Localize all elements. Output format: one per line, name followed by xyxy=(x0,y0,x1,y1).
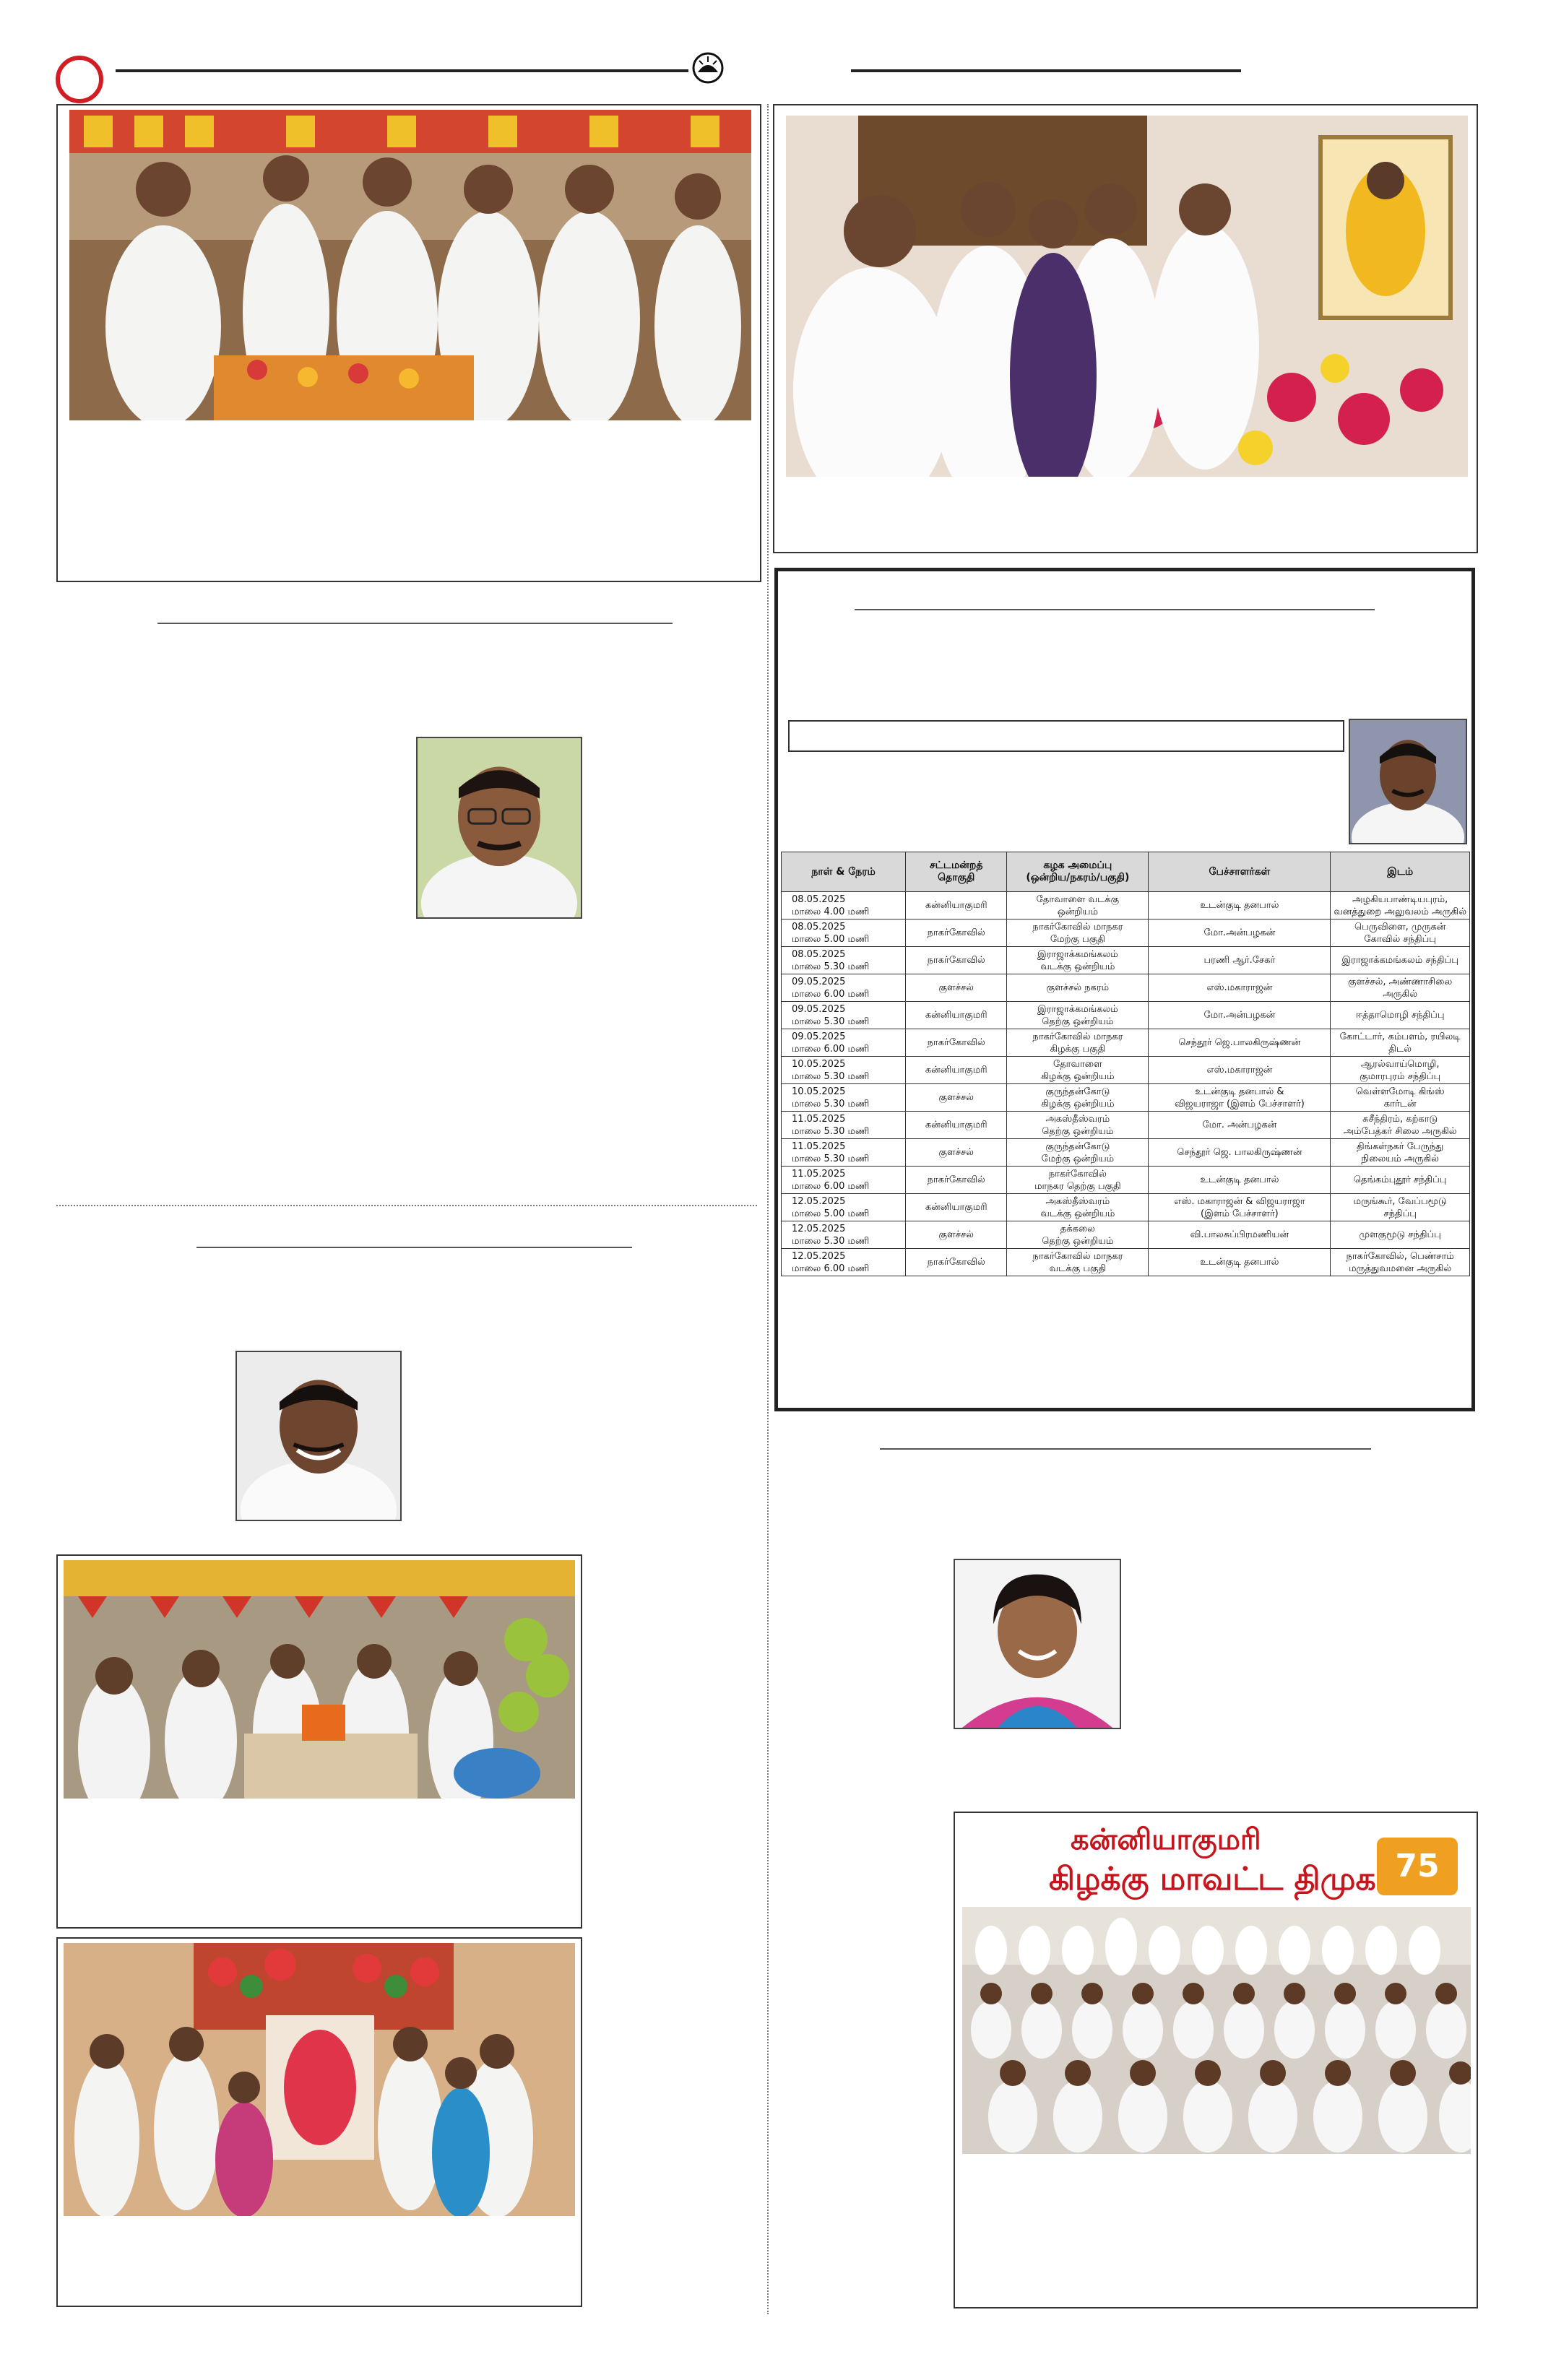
cell-date-time: 10.05.2025 மாலை 5.30 மணி xyxy=(782,1084,906,1112)
col-org-unit: கழக அமைப்பு (ஒன்றிய/நகரம்/பகுதி) xyxy=(1007,852,1149,892)
cell-constituency: நாகர்கோவில் xyxy=(906,919,1007,947)
schedule-subheading-bar xyxy=(788,720,1344,752)
cell-org-unit: குருந்தன்கோடு கிழக்கு ஒன்றியம் xyxy=(1007,1084,1149,1112)
cell-constituency: கன்னியாகுமரி xyxy=(906,1057,1007,1084)
masthead-rule-right xyxy=(851,69,1241,72)
schedule-row xyxy=(782,1221,1470,1249)
cell-date-time: 11.05.2025 மாலை 5.30 மணி xyxy=(782,1139,906,1167)
cell-date-time: 09.05.2025 மாலை 5.30 மணி xyxy=(782,1002,906,1029)
photo-crowd-seated xyxy=(962,1907,1471,2154)
schedule-table-wrap xyxy=(781,852,1470,1276)
cell-org-unit: நாகர்கோவில் மாநகர மேற்கு பகுதி xyxy=(1007,919,1149,947)
col-venue: இடம் xyxy=(1331,852,1470,892)
cell-venue: பெருவிளை, முருகன் கோவில் சந்திப்பு xyxy=(1331,919,1470,947)
schedule-row xyxy=(782,1057,1470,1084)
photo-frame-portrait-tribute xyxy=(773,104,1478,553)
schedule-row xyxy=(782,974,1470,1002)
photo-frame-district-meeting xyxy=(954,1812,1478,2308)
photo-drink-stall xyxy=(64,1560,575,1799)
cell-venue: மருங்கூர், வேப்பமூடு சந்திப்பு xyxy=(1331,1194,1470,1221)
cell-org-unit: நாகர்கோவில் மாநகர தெற்கு பகுதி xyxy=(1007,1167,1149,1194)
cell-venue: குளச்சல், அண்ணாசிலை அருகில் xyxy=(1331,974,1470,1002)
cell-constituency: நாகர்கோவில் xyxy=(906,1249,1007,1276)
cell-venue: திங்கள்நகர் பேருந்து நிலையம் அருகில் xyxy=(1331,1139,1470,1167)
photo-fruit-distribution xyxy=(69,110,751,420)
cell-org-unit: குளச்சல் நகரம் xyxy=(1007,974,1149,1002)
cell-venue: இராஜாக்கமங்கலம் சந்திப்பு xyxy=(1331,947,1470,974)
photo-frame-memorial-tribute xyxy=(56,1937,582,2307)
cell-date-time: 11.05.2025 மாலை 5.30 மணி xyxy=(782,1112,906,1139)
cell-org-unit: தோவாளை கிழக்கு ஒன்றியம் xyxy=(1007,1057,1149,1084)
schedule-row xyxy=(782,919,1470,947)
schedule-row xyxy=(782,1194,1470,1221)
portrait-district-secretary xyxy=(1349,719,1467,844)
schedule-row xyxy=(782,1029,1470,1057)
cell-speakers: செந்தூர் ஜெ. பாலகிருஷ்ணன் xyxy=(1149,1139,1331,1167)
masthead-circle-logo xyxy=(56,56,103,103)
cell-org-unit: இராஜாக்கமங்கலம் தெற்கு ஒன்றியம் xyxy=(1007,1002,1149,1029)
portrait-woman xyxy=(954,1559,1121,1729)
cell-org-unit: அகஸ்தீஸ்வரம் வடக்கு ஒன்றியம் xyxy=(1007,1194,1149,1221)
cell-speakers: மோ. அன்பழகன் xyxy=(1149,1112,1331,1139)
banner-strip xyxy=(962,1820,1471,1907)
col-constituency: சட்டமன்றத் தொகுதி xyxy=(906,852,1007,892)
banner-title-line2: கிழக்கு மாவட்ட திமுக xyxy=(1049,1861,1376,1897)
cell-speakers: வி.பாலசுப்பிரமணியன் xyxy=(1149,1221,1331,1249)
rising-sun-logo-icon xyxy=(692,52,724,84)
cell-date-time: 09.05.2025 மாலை 6.00 மணி xyxy=(782,1029,906,1057)
cell-constituency: கன்னியாகுமரி xyxy=(906,892,1007,919)
cell-date-time: 12.05.2025 மாலை 5.00 மணி xyxy=(782,1194,906,1221)
photo-district-meeting xyxy=(962,1820,1471,2154)
schedule-headline-rule xyxy=(855,609,1375,610)
schedule-row xyxy=(782,1002,1470,1029)
cell-org-unit: தக்கலை தெற்கு ஒன்றியம் xyxy=(1007,1221,1149,1249)
cell-venue: தெங்கம்புதூர் சந்திப்பு xyxy=(1331,1167,1470,1194)
col-date-time: நாள் & நேரம் xyxy=(782,852,906,892)
schedule-header-row xyxy=(782,852,1470,892)
photo-frame-fruit-distribution xyxy=(56,104,761,582)
cell-org-unit: தோவாளை வடக்கு ஒன்றியம் xyxy=(1007,892,1149,919)
cell-venue: ஆரல்வாய்மொழி, குமாரபுரம் சந்திப்பு xyxy=(1331,1057,1470,1084)
schedule-row xyxy=(782,1167,1470,1194)
schedule-row xyxy=(782,947,1470,974)
cell-speakers: எஸ்.மகாராஜன் xyxy=(1149,974,1331,1002)
cell-org-unit: அகஸ்தீஸ்வரம் தெற்கு ஒன்றியம் xyxy=(1007,1112,1149,1139)
cell-org-unit: நாகர்கோவில் மாநகர வடக்கு பகுதி xyxy=(1007,1249,1149,1276)
cell-venue: சுசீந்திரம், கற்காடு அம்பேத்கர் சிலை அருகில் xyxy=(1331,1112,1470,1139)
cell-venue: நாகர்கோவில், பெண்சாம் மருத்துவமனை அருகில் xyxy=(1331,1249,1470,1276)
schedule-row xyxy=(782,1112,1470,1139)
cell-speakers: உடன்குடி தனபால் & விஜயராஜா (இளம் பேச்சாளர்) xyxy=(1149,1084,1331,1112)
cell-speakers: செந்தூர் ஜெ.பாலகிருஷ்ணன் xyxy=(1149,1029,1331,1057)
cell-venue: அழகியபாண்டியபுரம், வனத்துறை அலுவலம் அருகில் xyxy=(1331,892,1470,919)
schedule-table xyxy=(781,852,1470,1276)
cell-speakers: எஸ்.மகாராஜன் xyxy=(1149,1057,1331,1084)
cell-date-time: 08.05.2025 மாலை 5.30 மணி xyxy=(782,947,906,974)
cell-date-time: 10.05.2025 மாலை 5.30 மணி xyxy=(782,1057,906,1084)
cell-constituency: நாகர்கோவில் xyxy=(906,1029,1007,1057)
cell-date-time: 08.05.2025 மாலை 5.00 மணி xyxy=(782,919,906,947)
cell-speakers: பரணி ஆர்.சேகர் xyxy=(1149,947,1331,974)
schedule-box xyxy=(774,568,1475,1411)
masthead-rule-left xyxy=(116,69,688,72)
banner-title-line1: கன்னியாகுமரி xyxy=(1071,1823,1261,1856)
col-speakers: பேச்சாளர்கள் xyxy=(1149,852,1331,892)
headline-rule-3 xyxy=(880,1448,1371,1450)
cell-org-unit: இராஜாக்கமங்கலம் வடக்கு ஒன்றியம் xyxy=(1007,947,1149,974)
cell-constituency: குளச்சல் xyxy=(906,1084,1007,1112)
cell-constituency: கன்னியாகுமரி xyxy=(906,1112,1007,1139)
cell-speakers: மோ.அன்பழகன் xyxy=(1149,1002,1331,1029)
cell-speakers: உடன்குடி தனபால் xyxy=(1149,892,1331,919)
portrait-man-glasses xyxy=(416,737,582,919)
cell-constituency: குளச்சல் xyxy=(906,1221,1007,1249)
cell-venue: ஈத்தாமொழி சந்திப்பு xyxy=(1331,1002,1470,1029)
cell-speakers: மோ.அன்பழகன் xyxy=(1149,919,1331,947)
cell-org-unit: குருந்தன்கோடு மேற்கு ஒன்றியம் xyxy=(1007,1139,1149,1167)
banner-anniversary-badge: 75 xyxy=(1377,1838,1458,1895)
cell-date-time: 12.05.2025 மாலை 5.30 மணி xyxy=(782,1221,906,1249)
cell-date-time: 11.05.2025 மாலை 6.00 மணி xyxy=(782,1167,906,1194)
cell-constituency: குளச்சல் xyxy=(906,974,1007,1002)
headline-rule-1 xyxy=(157,623,673,624)
schedule-row xyxy=(782,892,1470,919)
portrait-man-smiling xyxy=(235,1351,402,1521)
cell-constituency: நாகர்கோவில் xyxy=(906,947,1007,974)
photo-memorial-tribute xyxy=(64,1943,575,2216)
photo-frame-drink-stall xyxy=(56,1554,582,1929)
photo-portrait-tribute xyxy=(786,116,1468,477)
cell-date-time: 08.05.2025 மாலை 4.00 மணி xyxy=(782,892,906,919)
cell-constituency: கன்னியாகுமரி xyxy=(906,1002,1007,1029)
section-divider-left xyxy=(56,1205,757,1206)
cell-speakers: எஸ். மகாராஜன் & விஜயராஜா (இளம் பேச்சாளர்) xyxy=(1149,1194,1331,1221)
cell-speakers: உடன்குடி தனபால் xyxy=(1149,1167,1331,1194)
schedule-row xyxy=(782,1249,1470,1276)
cell-venue: கோட்டார், கம்பளம், ரயிலடி திடல் xyxy=(1331,1029,1470,1057)
cell-constituency: நாகர்கோவில் xyxy=(906,1167,1007,1194)
cell-speakers: உடன்குடி தனபால் xyxy=(1149,1249,1331,1276)
cell-constituency: கன்னியாகுமரி xyxy=(906,1194,1007,1221)
cell-venue: முளகுமூடு சந்திப்பு xyxy=(1331,1221,1470,1249)
cell-venue: வெள்ளமோடி கிங்ஸ் கார்டன் xyxy=(1331,1084,1470,1112)
cell-org-unit: நாகர்கோவில் மாநகர கிழக்கு பகுதி xyxy=(1007,1029,1149,1057)
headline-rule-2 xyxy=(196,1247,632,1248)
cell-date-time: 09.05.2025 மாலை 6.00 மணி xyxy=(782,974,906,1002)
schedule-row xyxy=(782,1084,1470,1112)
column-divider xyxy=(767,104,769,2314)
schedule-row xyxy=(782,1139,1470,1167)
cell-date-time: 12.05.2025 மாலை 6.00 மணி xyxy=(782,1249,906,1276)
cell-constituency: குளச்சல் xyxy=(906,1139,1007,1167)
